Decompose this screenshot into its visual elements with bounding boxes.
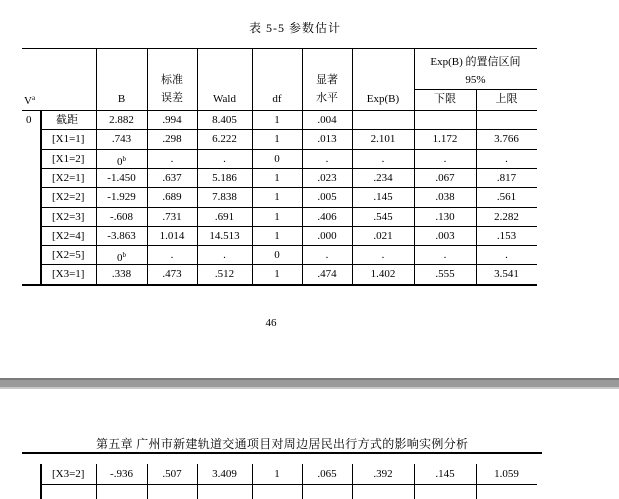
cell-expb: 1.402 bbox=[370, 268, 396, 281]
cell-df: 1 bbox=[274, 268, 280, 281]
cell-upper: .817 bbox=[496, 171, 517, 184]
col-header-v-superscript: a bbox=[31, 94, 36, 102]
cell-expb: .021 bbox=[373, 229, 393, 242]
cell-lower: .555 bbox=[435, 268, 455, 281]
cell-df: 0 bbox=[274, 249, 280, 262]
cell-upper: 3.541 bbox=[494, 268, 519, 281]
cell-sig: . bbox=[325, 249, 329, 262]
cell-b: 2.882 bbox=[109, 114, 134, 126]
col-header-lower: 下限 bbox=[434, 93, 456, 105]
cell-se: .994 bbox=[162, 114, 182, 126]
cell-lower: .038 bbox=[435, 191, 455, 204]
cell-se: .689 bbox=[162, 191, 182, 204]
cell-sig: .005 bbox=[317, 191, 337, 204]
cell-upper: . bbox=[505, 152, 508, 165]
cell-sig: .406 bbox=[317, 210, 337, 223]
row-label: [X1=2] bbox=[52, 152, 85, 165]
cell-b: .743 bbox=[111, 133, 132, 146]
cell-wald: 6.222 bbox=[212, 133, 237, 146]
row-rule bbox=[40, 226, 537, 227]
cell-wald: 3.409 bbox=[212, 468, 237, 480]
row-label: [X2=5] bbox=[52, 249, 85, 262]
cell-lower: . bbox=[443, 152, 447, 165]
cell-df: 1 bbox=[274, 229, 280, 242]
cell-expb: .234 bbox=[373, 171, 393, 184]
col-header-upper: 上限 bbox=[495, 93, 518, 105]
row-rule bbox=[40, 187, 537, 188]
cell-df: 1 bbox=[274, 468, 280, 480]
row-rule bbox=[40, 168, 537, 169]
col-header-df: df bbox=[272, 93, 282, 105]
col-header-v-text: V bbox=[24, 95, 32, 107]
cell-wald: . bbox=[223, 249, 226, 262]
cell-upper: .153 bbox=[496, 229, 517, 242]
cell-b: .338 bbox=[111, 268, 132, 281]
page-number: 46 bbox=[265, 317, 277, 329]
row-rule bbox=[40, 484, 537, 485]
cell-expb: .145 bbox=[373, 191, 393, 204]
row-label: [X2=3] bbox=[52, 210, 85, 223]
cell-upper: 1.059 bbox=[494, 468, 519, 480]
cell-se: .507 bbox=[162, 468, 182, 480]
col-header-wald: Wald bbox=[213, 93, 236, 105]
cell-b-value: 0 bbox=[117, 155, 123, 168]
col-header-sig-line1: 显著 bbox=[316, 74, 338, 86]
cell-upper: . bbox=[505, 249, 508, 262]
cell-wald: .512 bbox=[214, 268, 235, 281]
cell-df: 0 bbox=[274, 152, 280, 165]
row-label: [X3=2] bbox=[52, 468, 85, 480]
cell-se: .637 bbox=[162, 171, 182, 184]
cell-b bbox=[96, 152, 147, 169]
cell-b-superscript: b bbox=[122, 251, 126, 260]
cell-df: 1 bbox=[274, 114, 280, 126]
col-header-se-line2: 误差 bbox=[161, 92, 183, 104]
cell-expb: .392 bbox=[373, 468, 393, 480]
cell-b bbox=[96, 248, 147, 265]
cell-lower: .130 bbox=[435, 210, 455, 223]
cell-sig: .023 bbox=[317, 171, 337, 184]
col-header-b: B bbox=[117, 93, 126, 105]
col-header-v bbox=[24, 91, 35, 108]
cell-wald: . bbox=[223, 152, 226, 165]
cell-se: . bbox=[170, 152, 174, 165]
cell-wald: 7.838 bbox=[212, 191, 237, 204]
row-label: [X3=1] bbox=[52, 268, 85, 281]
row-rule bbox=[40, 149, 537, 150]
table-caption: 表 5-5 参数估计 bbox=[249, 21, 341, 35]
cell-upper: 3.766 bbox=[494, 133, 519, 146]
cell-wald: .691 bbox=[214, 210, 235, 223]
cell-lower: .145 bbox=[435, 468, 455, 480]
cell-se: 1.014 bbox=[159, 229, 185, 242]
cell-expb: .545 bbox=[373, 210, 393, 223]
cell-se: .298 bbox=[162, 133, 182, 146]
cell-sig: . bbox=[325, 152, 329, 165]
table-column-line bbox=[40, 110, 42, 284]
row-rule bbox=[40, 264, 537, 265]
cell-b: -.936 bbox=[110, 468, 133, 480]
col-header-ci-title: Exp(B) 的置信区间 bbox=[430, 56, 521, 68]
cell-expb: 2.101 bbox=[370, 133, 396, 146]
document-page-2 bbox=[0, 389, 619, 499]
row-label: [X2=4] bbox=[52, 229, 85, 242]
header-bottom-rule bbox=[22, 110, 537, 111]
cell-se: . bbox=[170, 249, 174, 262]
cell-lower: 1.172 bbox=[432, 133, 458, 146]
chapter-header: 第五章 广州市新建轨道交通项目对周边居民出行方式的影响实例分析 bbox=[96, 437, 469, 451]
cell-sig: .000 bbox=[317, 229, 337, 242]
row-label: [X2=2] bbox=[52, 191, 85, 204]
cell-se: .473 bbox=[162, 268, 182, 281]
cell-upper: 2.282 bbox=[494, 210, 519, 223]
cell-lower: . bbox=[443, 249, 447, 262]
cell-b-value: 0 bbox=[117, 252, 123, 265]
cell-se: .731 bbox=[162, 210, 182, 223]
cell-wald: 5.186 bbox=[212, 171, 237, 184]
cell-lower: .067 bbox=[435, 171, 455, 184]
row-rule bbox=[40, 207, 537, 208]
col-header-se-line1: 标准 bbox=[161, 74, 183, 86]
cell-expb: . bbox=[381, 152, 385, 165]
col-header-ci-pct: 95% bbox=[465, 74, 486, 86]
cell-df: 1 bbox=[274, 191, 280, 204]
cell-b: -.608 bbox=[110, 210, 133, 223]
cell-lower: .003 bbox=[435, 229, 455, 242]
cell-b: -1.929 bbox=[107, 191, 136, 204]
row-label: 截距 bbox=[56, 114, 78, 126]
group-label: 0 bbox=[26, 114, 32, 126]
cell-df: 1 bbox=[274, 133, 280, 146]
cell-df: 1 bbox=[274, 210, 280, 223]
row-rule bbox=[40, 245, 537, 246]
col-header-sig-line2: 水平 bbox=[316, 92, 338, 104]
cell-b: -3.863 bbox=[107, 229, 136, 242]
cell-sig: .013 bbox=[317, 133, 337, 146]
table-bottom-rule bbox=[22, 284, 537, 286]
cell-upper: .561 bbox=[496, 191, 517, 204]
cell-sig: .474 bbox=[317, 268, 337, 281]
cell-b-superscript: b bbox=[122, 154, 126, 163]
header-rule bbox=[22, 452, 542, 454]
table-column-line bbox=[40, 464, 42, 499]
row-label: [X2=1] bbox=[52, 171, 85, 184]
page-separator bbox=[0, 378, 619, 389]
col-header-expb: Exp(B) bbox=[366, 93, 400, 105]
cell-wald: 8.405 bbox=[212, 114, 237, 126]
table-top-rule bbox=[22, 48, 537, 49]
row-label: [X1=1] bbox=[52, 133, 85, 146]
cell-df: 1 bbox=[274, 171, 280, 184]
cell-sig: .065 bbox=[317, 468, 337, 480]
cell-sig: .004 bbox=[317, 114, 337, 126]
cell-wald: 14.513 bbox=[209, 229, 240, 242]
cell-expb: . bbox=[381, 249, 385, 262]
cell-b: -1.450 bbox=[107, 171, 136, 184]
row-rule bbox=[40, 129, 537, 130]
